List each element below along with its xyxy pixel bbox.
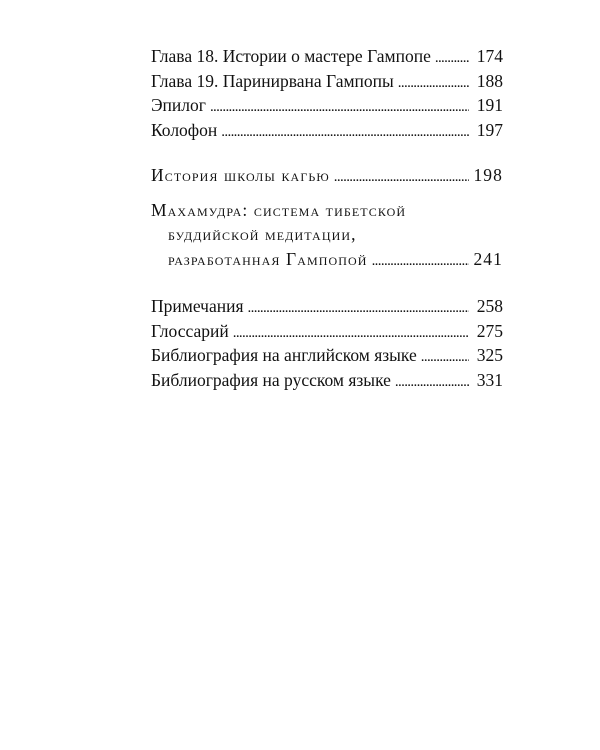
leader-dots bbox=[421, 345, 469, 370]
leader-dots bbox=[395, 370, 469, 395]
table-of-contents bbox=[151, 44, 503, 392]
toc-entry-notes[interactable] bbox=[151, 294, 503, 319]
toc-entry-title: Примечания bbox=[151, 296, 244, 316]
toc-entry-kagyu-history[interactable] bbox=[151, 163, 503, 188]
toc-entry-page: 275 bbox=[476, 320, 503, 341]
spacer bbox=[151, 271, 503, 294]
toc-entry-bibliography-russian[interactable] bbox=[151, 368, 503, 393]
toc-entry-title: Библиография на русском языке bbox=[151, 369, 391, 390]
toc-entry-title: Эпилог bbox=[151, 95, 206, 115]
toc-entry-mahamudra[interactable] bbox=[151, 198, 503, 272]
toc-entry-title-line-1: Махамудра: система тибетской bbox=[151, 199, 407, 220]
leader-dots bbox=[398, 71, 469, 96]
toc-entry-colophon[interactable] bbox=[151, 118, 503, 143]
toc-entry-title: Библиография на английском языке bbox=[151, 345, 417, 365]
leader-dots bbox=[372, 249, 469, 274]
spacer bbox=[151, 142, 503, 163]
toc-entry-epilogue[interactable] bbox=[151, 93, 503, 118]
leader-dots bbox=[221, 120, 469, 145]
leader-dots bbox=[334, 165, 469, 190]
toc-entry-page: 198 bbox=[473, 165, 503, 185]
toc-entry-page: 188 bbox=[476, 70, 503, 91]
toc-entry-page: 258 bbox=[476, 296, 503, 316]
toc-entry-title: Колофон bbox=[151, 119, 218, 140]
toc-entry-page: 191 bbox=[476, 95, 503, 115]
leader-dots bbox=[210, 95, 469, 120]
toc-entry-glossary[interactable] bbox=[151, 319, 503, 344]
toc-entry-title-line-3-row bbox=[151, 247, 503, 272]
toc-entry-title-line-2: буддийской медитации, bbox=[168, 224, 357, 244]
toc-entry-title: разработанная Гампопой bbox=[168, 248, 368, 269]
toc-entry-title: Глоссарий bbox=[151, 320, 229, 341]
toc-entry-title: Глава 19. Паринирвана Гампопы bbox=[151, 70, 394, 91]
toc-entry-title: История школы кагью bbox=[151, 165, 330, 185]
toc-entry-chapter-19[interactable] bbox=[151, 69, 503, 94]
leader-dots bbox=[248, 296, 469, 321]
toc-entry-page: 241 bbox=[473, 248, 503, 269]
toc-entry-page: 174 bbox=[476, 46, 503, 66]
toc-entry-page: 331 bbox=[476, 369, 503, 390]
toc-entry-chapter-18[interactable] bbox=[151, 44, 503, 69]
toc-entry-page: 325 bbox=[476, 345, 503, 365]
toc-entry-page: 197 bbox=[476, 119, 503, 140]
toc-entry-bibliography-english[interactable] bbox=[151, 343, 503, 368]
toc-entry-title: Глава 18. Истории о мастере Гампопе bbox=[151, 46, 431, 66]
leader-dots bbox=[435, 46, 469, 71]
leader-dots bbox=[233, 321, 469, 346]
